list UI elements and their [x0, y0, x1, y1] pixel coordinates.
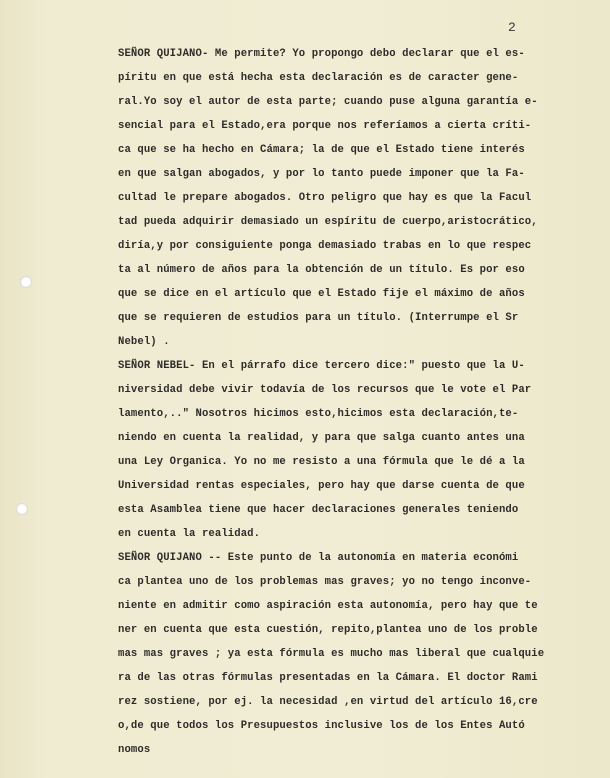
text-line: en cuenta la realidad. — [118, 528, 261, 540]
text-line: que se requieren de estudios para un título. (Interrumpe el Sr — [118, 312, 519, 324]
text-line: ca plantea uno de los problemas mas graves; yo no tengo inconve- — [118, 576, 532, 588]
text-line: Nebel) . — [118, 336, 170, 348]
text-line: SEÑOR NEBEL- En el párrafo dice tercero dice:" puesto que la U- — [118, 360, 525, 372]
text-line: SEÑOR QUIJANO -- Este punto de la autonomía en materia económi — [118, 552, 519, 564]
text-line: rez sostiene, por ej. la necesidad ,en virtud del artículo 16,cre — [118, 696, 538, 708]
text-line: tad pueda adquirir demasiado un espíritu de cuerpo,aristocrático, — [118, 216, 538, 228]
text-line: lamento,.." Nosotros hicimos esto,hicimos esta declaración,te- — [118, 408, 519, 420]
text-line: diría,y por consiguiente ponga demasiado trabas en lo que respec — [118, 240, 532, 252]
text-line: sencial para el Estado,era porque nos referíamos a cierta críti- — [118, 120, 532, 132]
text-line: Universidad rentas especiales, pero hay que darse cuenta de que — [118, 480, 525, 492]
text-line: niendo en cuenta la realidad, y para que salga cuanto antes una — [118, 432, 525, 444]
page-number: 2 — [508, 20, 516, 35]
text-line: mas mas graves ; ya esta fórmula es mucho mas liberal que cualquie — [118, 648, 545, 660]
text-line: niversidad debe vivir todavía de los recursos que le vote el Par — [118, 384, 532, 396]
text-line: que se dice en el artículo que el Estado fije el máximo de años — [118, 288, 525, 300]
text-line: nomos — [118, 744, 151, 756]
text-line: ta al número de años para la obtención de un título. Es por eso — [118, 264, 525, 276]
text-line: una Ley Organica. Yo no me resisto a una fórmula que le dé a la — [118, 456, 525, 468]
punch-hole-bottom — [16, 503, 28, 515]
text-line: píritu en que está hecha esta declaración es de caracter gene- — [118, 72, 519, 84]
text-line: cultad le prepare abogados. Otro peligro que hay es que la Facul — [118, 192, 532, 204]
text-line: SEÑOR QUIJANO- Me permite? Yo propongo debo declarar que el es- — [118, 48, 525, 60]
text-line: niente en admitir como aspiración esta autonomía, pero hay que te — [118, 600, 538, 612]
text-line: ral.Yo soy el autor de esta parte; cuando puse alguna garantía e- — [118, 96, 538, 108]
text-line: en que salgan abogados, y por lo tanto puede imponer que la Fa- — [118, 168, 525, 180]
text-line: ca que se ha hecho en Cámara; la de que el Estado tiene interés — [118, 144, 525, 156]
text-line: ra de las otras fórmulas presentadas en la Cámara. El doctor Rami — [118, 672, 538, 684]
text-line: o,de que todos los Presupuestos inclusive los de los Entes Autó — [118, 720, 525, 732]
document-body — [118, 42, 588, 762]
text-line: ner en cuenta que esta cuestión, repito,plantea uno de los proble — [118, 624, 538, 636]
punch-hole-top — [20, 276, 32, 288]
text-line: esta Asamblea tiene que hacer declaraciones generales teniendo — [118, 504, 519, 516]
